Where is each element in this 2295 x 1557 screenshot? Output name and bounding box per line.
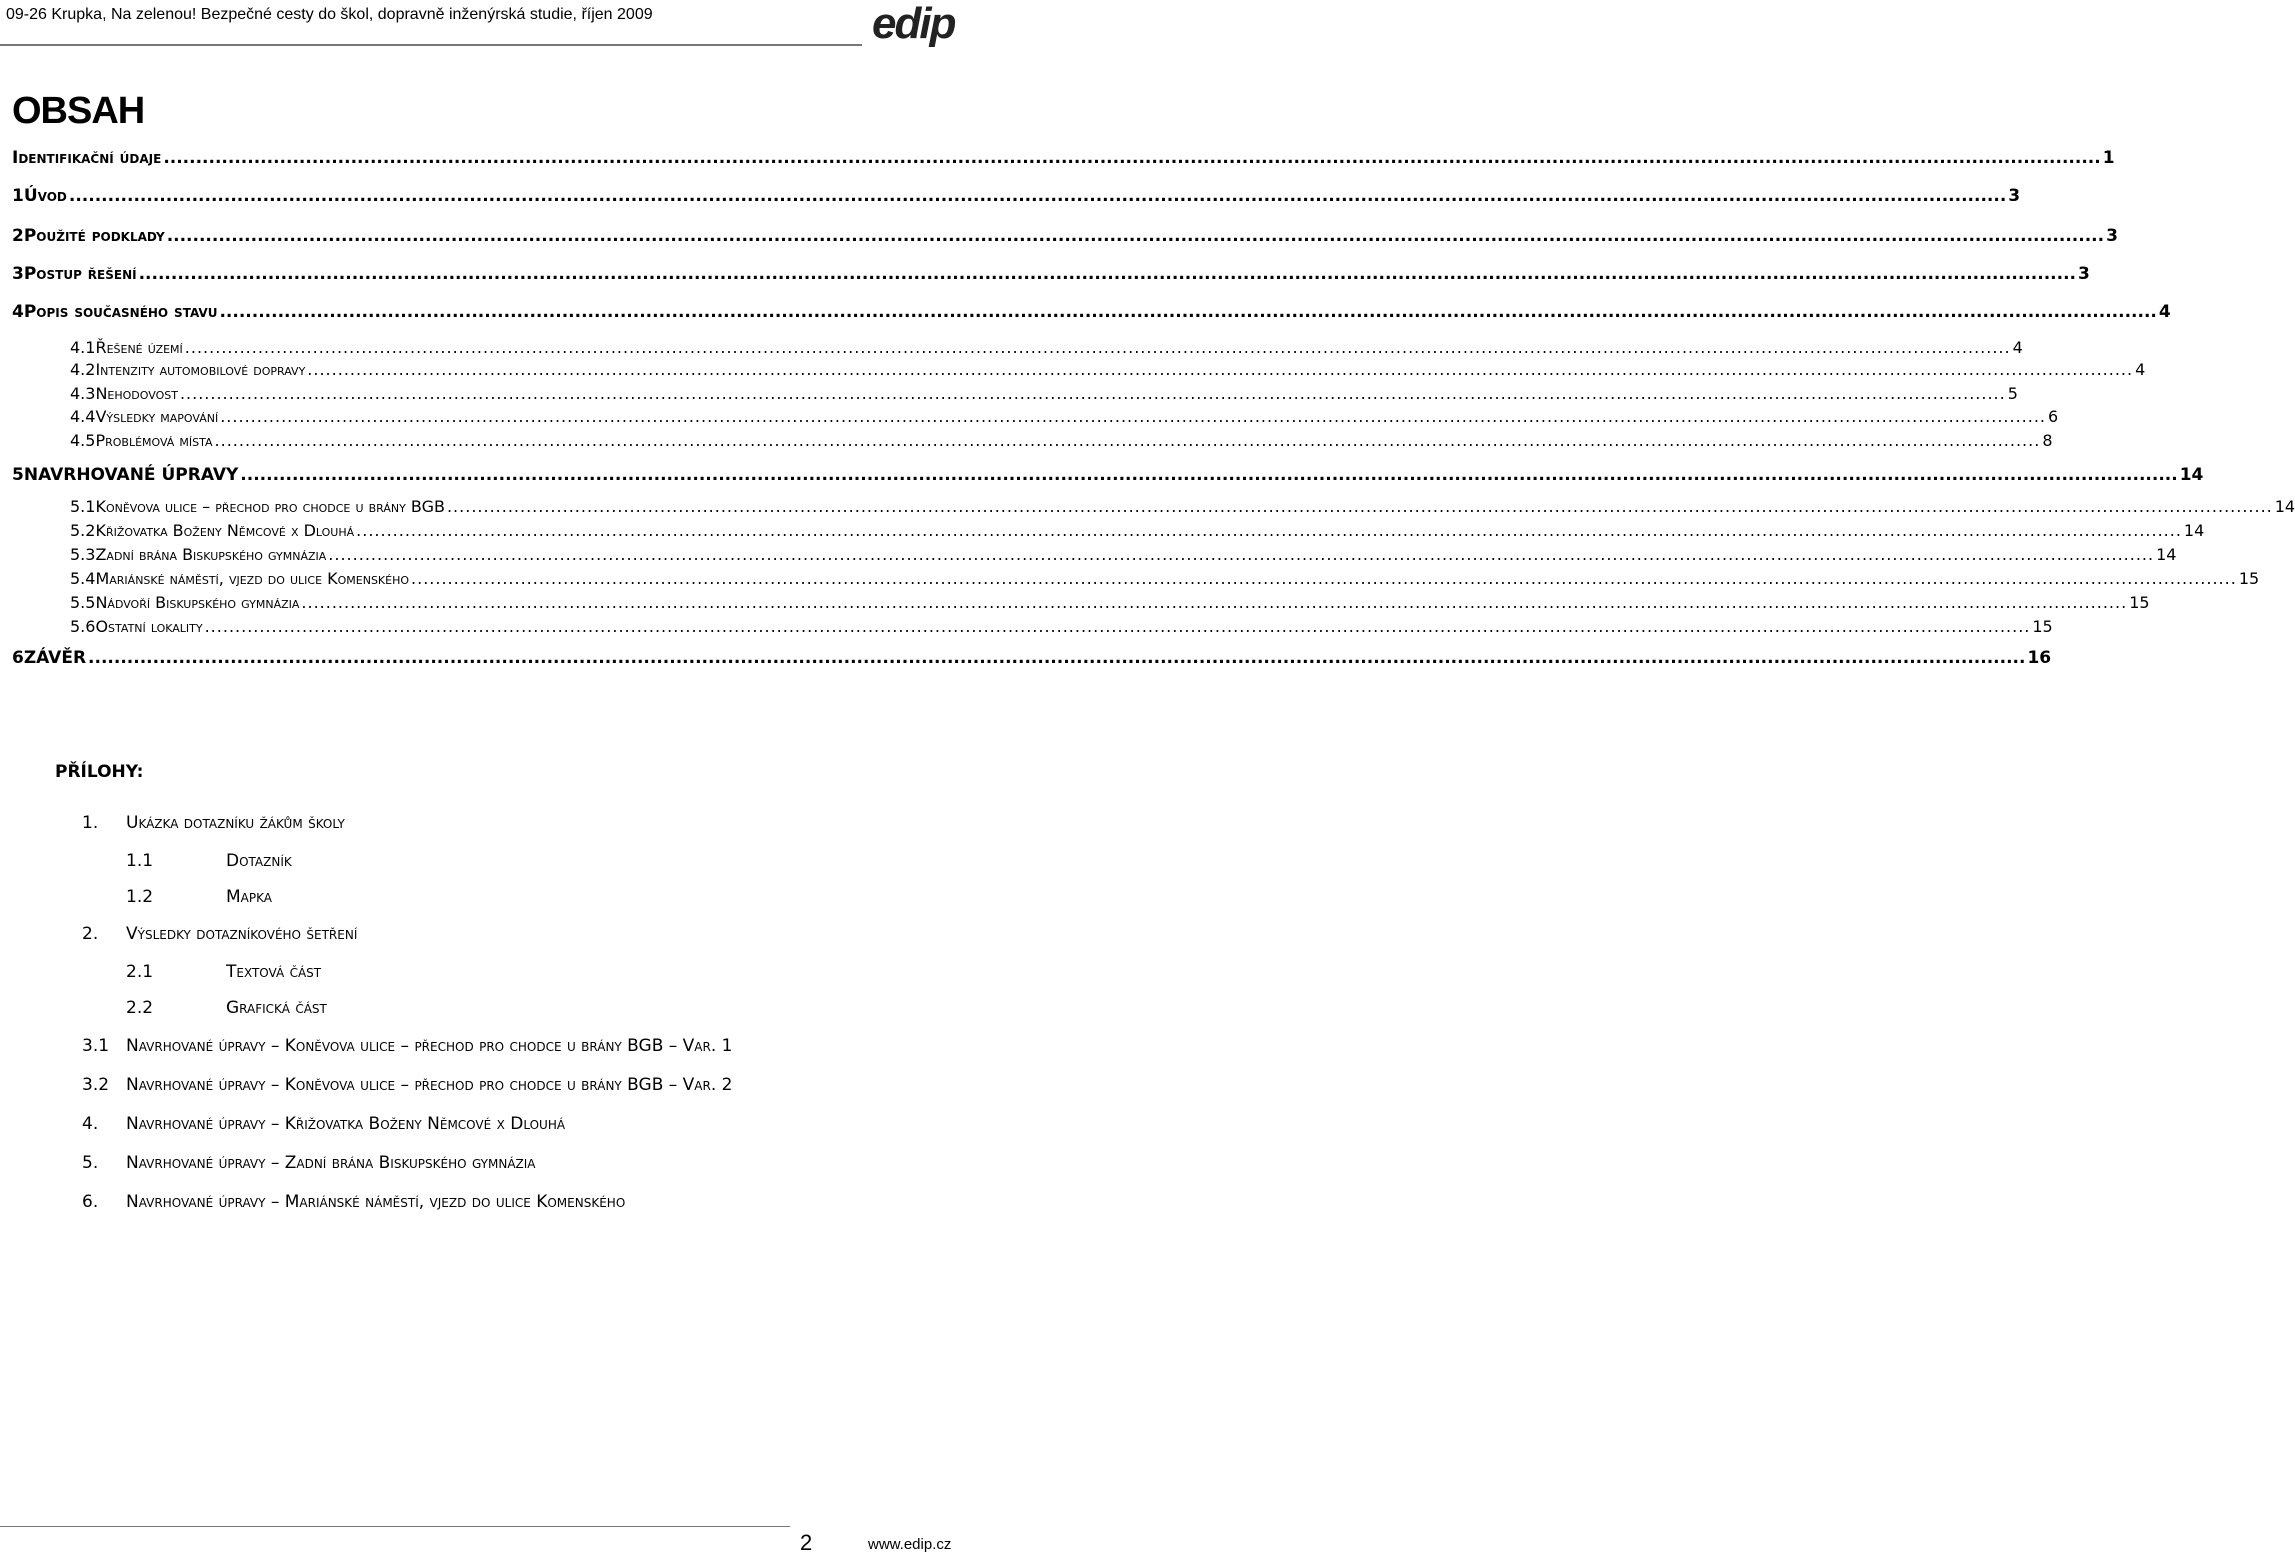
- toc-entry-page: 14: [2156, 545, 2177, 564]
- toc-entry-number: 4.1: [70, 338, 96, 357]
- toc-entry-title: Křižovatka Boženy Němcové x Dlouhá: [95, 521, 355, 540]
- toc-entry-title: Ostatní lokality: [95, 617, 203, 636]
- toc-entry-page: 6: [2048, 407, 2059, 426]
- toc-entry-title: Úvod: [23, 186, 67, 206]
- toc-entry-number: 4.4: [70, 407, 96, 426]
- toc-entry[interactable]: [70, 407, 2059, 426]
- attachment-title: Ukázka dotazníku žákům školy: [126, 813, 345, 833]
- toc-entry[interactable]: [70, 593, 2150, 612]
- toc-leader-dots: ............................................................................................................................................................................................................................................................................................................: [179, 384, 2006, 403]
- toc-entry-page: 15: [2129, 593, 2150, 612]
- toc-entry-title: Řešené území: [95, 338, 183, 357]
- toc-entry-title: Identifikační údaje: [12, 148, 162, 168]
- toc-entry-page: 14: [2183, 521, 2205, 540]
- toc-entry-number: 2: [12, 226, 24, 246]
- attachment-item: [82, 1114, 565, 1134]
- toc-entry-page: 1: [2102, 148, 2115, 168]
- toc-entry[interactable]: [70, 384, 2018, 403]
- toc-entry[interactable]: [12, 465, 2204, 485]
- attachments-heading: PŘÍLOHY:: [55, 762, 144, 782]
- toc-entry[interactable]: [70, 521, 2205, 540]
- toc-leader-dots: ............................................................................................................................................................................................................................................................................................................: [356, 521, 2182, 540]
- toc-leader-dots: ............................................................................................................................................................................................................................................................................................................: [240, 465, 2178, 485]
- toc-entry-page: 3: [2077, 264, 2090, 284]
- toc-entry[interactable]: [70, 545, 2177, 564]
- toc-entry-page: 14: [2274, 497, 2295, 516]
- toc-entry-page: 8: [2042, 431, 2053, 450]
- toc-leader-dots: ............................................................................................................................................................................................................................................................................................................: [301, 593, 2128, 612]
- attachment-number: 6.: [82, 1192, 99, 1212]
- attachment-item: [82, 1192, 625, 1212]
- toc-entry-number: 4.5: [70, 431, 96, 450]
- toc-leader-dots: ............................................................................................................................................................................................................................................................................................................: [219, 302, 2157, 322]
- toc-entry-title: Nádvoří Biskupského gymnázia: [95, 593, 300, 612]
- toc-leader-dots: ............................................................................................................................................................................................................................................................................................................: [166, 226, 2105, 246]
- toc-entry[interactable]: [70, 431, 2053, 450]
- toc-entry-page: 14: [2179, 465, 2204, 485]
- toc-leader-dots: ............................................................................................................................................................................................................................................................................................................: [68, 186, 2007, 206]
- toc-entry-title: ZÁVĚR: [23, 648, 87, 668]
- footer-divider: [0, 1526, 790, 1527]
- attachment-title: Dotazník: [226, 851, 292, 871]
- document-title: OBSAH: [12, 90, 145, 132]
- toc-entry[interactable]: [70, 569, 2260, 588]
- attachment-title: Navrhované úpravy – Koněvova ulice – přechod pro chodce u brány BGB – Var. 2: [126, 1075, 733, 1095]
- header-title: 09-26 Krupka, Na zelenou! Bezpečné cesty do škol, dopravně inženýrská studie, říjen 2009: [6, 6, 653, 23]
- toc-entry-number: 5: [12, 465, 24, 485]
- toc-entry[interactable]: [70, 497, 2295, 516]
- toc-entry[interactable]: [12, 148, 2115, 168]
- attachment-title: Navrhované úpravy – Mariánské náměstí, vjezd do ulice Komenského: [126, 1192, 626, 1212]
- toc-entry-page: 15: [2238, 569, 2260, 588]
- attachment-number: 1.1: [126, 851, 154, 871]
- toc-entry-title: Postup řešení: [23, 264, 137, 284]
- toc-leader-dots: ............................................................................................................................................................................................................................................................................................................: [163, 148, 2101, 168]
- toc-leader-dots: ............................................................................................................................................................................................................................................................................................................: [446, 497, 2273, 516]
- attachment-item: [126, 998, 327, 1018]
- attachment-item: [82, 1153, 536, 1173]
- toc-entry[interactable]: [12, 264, 2090, 284]
- toc-entry-page: 4: [2012, 338, 2023, 357]
- toc-entry[interactable]: [12, 648, 2052, 668]
- toc-entry-title: Výsledky mapování: [95, 407, 219, 426]
- toc-entry-title: Mariánské náměstí, vjezd do ulice Komenského: [95, 569, 410, 588]
- toc-entry[interactable]: [70, 360, 2146, 379]
- toc-entry-title: Problémová místa: [95, 431, 213, 450]
- toc-entry-page: 3: [2106, 226, 2118, 246]
- toc-leader-dots: ............................................................................................................................................................................................................................................................................................................: [88, 648, 2026, 668]
- toc-entry[interactable]: [12, 186, 2021, 206]
- toc-entry-title: Nehodovost: [95, 384, 178, 403]
- toc-entry-title: Použité podklady: [23, 226, 165, 246]
- attachment-item: [82, 1036, 732, 1056]
- toc-entry-page: 4: [2158, 302, 2171, 322]
- toc-leader-dots: ............................................................................................................................................................................................................................................................................................................: [307, 360, 2134, 379]
- attachment-title: Výsledky dotazníkového šetření: [126, 924, 358, 944]
- attachment-title: Navrhované úpravy – Zadní brána Biskupského gymnázia: [126, 1153, 536, 1173]
- attachment-title: Navrhované úpravy – Koněvova ulice – přechod pro chodce u brány BGB – Var. 1: [126, 1036, 733, 1056]
- attachment-title: Grafická část: [226, 998, 327, 1018]
- attachment-number: 2.: [82, 924, 99, 944]
- toc-leader-dots: ............................................................................................................................................................................................................................................................................................................: [184, 338, 2011, 357]
- attachment-item: [126, 962, 321, 982]
- toc-entry-title: Koněvova ulice – přechod pro chodce u brány BGB: [95, 497, 445, 516]
- attachment-number: 2.2: [126, 998, 154, 1018]
- toc-entry-number: 5.4: [70, 569, 96, 588]
- page-number: 2: [800, 1530, 813, 1555]
- attachment-title: Mapka: [226, 887, 272, 907]
- attachment-number: 1.: [82, 813, 99, 833]
- toc-leader-dots: ............................................................................................................................................................................................................................................................................................................: [204, 617, 2031, 636]
- attachment-item: [82, 813, 345, 833]
- toc-entry-number: 3: [12, 264, 24, 284]
- toc-entry-title: NAVRHOVANÉ ÚPRAVY: [23, 465, 239, 485]
- toc-entry-number: 4.3: [70, 384, 96, 403]
- toc-entry[interactable]: [12, 302, 2171, 322]
- toc-entry[interactable]: [70, 617, 2053, 636]
- toc-entry-number: 5.1: [70, 497, 96, 516]
- attachment-number: 5.: [82, 1153, 99, 1173]
- toc-entry-number: 5.6: [70, 617, 96, 636]
- toc-leader-dots: ............................................................................................................................................................................................................................................................................................................: [214, 431, 2041, 450]
- attachment-number: 4.: [82, 1114, 99, 1134]
- toc-entry-number: 4: [12, 302, 24, 322]
- toc-leader-dots: ............................................................................................................................................................................................................................................................................................................: [220, 407, 2046, 426]
- toc-leader-dots: ............................................................................................................................................................................................................................................................................................................: [328, 545, 2155, 564]
- attachment-item: [82, 924, 357, 944]
- header-divider: [0, 44, 862, 46]
- edip-logo: edip: [872, 0, 955, 48]
- attachment-number: 3.1: [82, 1036, 110, 1056]
- toc-entry-number: 5.5: [70, 593, 96, 612]
- toc-entry-page: 15: [2032, 617, 2053, 636]
- attachment-title: Navrhované úpravy – Křižovatka Boženy Němcové x Dlouhá: [126, 1114, 566, 1134]
- attachment-number: 1.2: [126, 887, 154, 907]
- toc-entry-title: Intenzity automobilové dopravy: [95, 360, 306, 379]
- toc-entry-title: Popis současného stavu: [23, 302, 218, 322]
- toc-entry-number: 6: [12, 648, 24, 668]
- attachment-item: [126, 887, 272, 907]
- toc-entry-number: 4.2: [70, 360, 96, 379]
- page-header: [0, 0, 960, 50]
- attachment-title: Textová část: [226, 962, 322, 982]
- toc-entry-page: 4: [2135, 360, 2146, 379]
- attachment-number: 2.1: [126, 962, 154, 982]
- toc-entry[interactable]: [70, 338, 2023, 357]
- toc-entry[interactable]: [12, 226, 2118, 246]
- toc-entry-page: 16: [2027, 648, 2052, 668]
- toc-entry-page: 5: [2007, 384, 2018, 403]
- toc-leader-dots: ............................................................................................................................................................................................................................................................................................................: [411, 569, 2237, 588]
- toc-entry-number: 5.2: [70, 521, 96, 540]
- toc-entry-number: 5.3: [70, 545, 96, 564]
- attachment-number: 3.2: [82, 1075, 110, 1095]
- toc-entry-number: 1: [12, 186, 24, 206]
- toc-entry-title: Zadní brána Biskupského gymnázia: [95, 545, 327, 564]
- attachment-item: [126, 851, 292, 871]
- toc-leader-dots: ............................................................................................................................................................................................................................................................................................................: [138, 264, 2076, 284]
- attachment-item: [82, 1075, 732, 1095]
- footer-url: www.edip.cz: [868, 1536, 952, 1553]
- toc-entry-page: 3: [2008, 186, 2021, 206]
